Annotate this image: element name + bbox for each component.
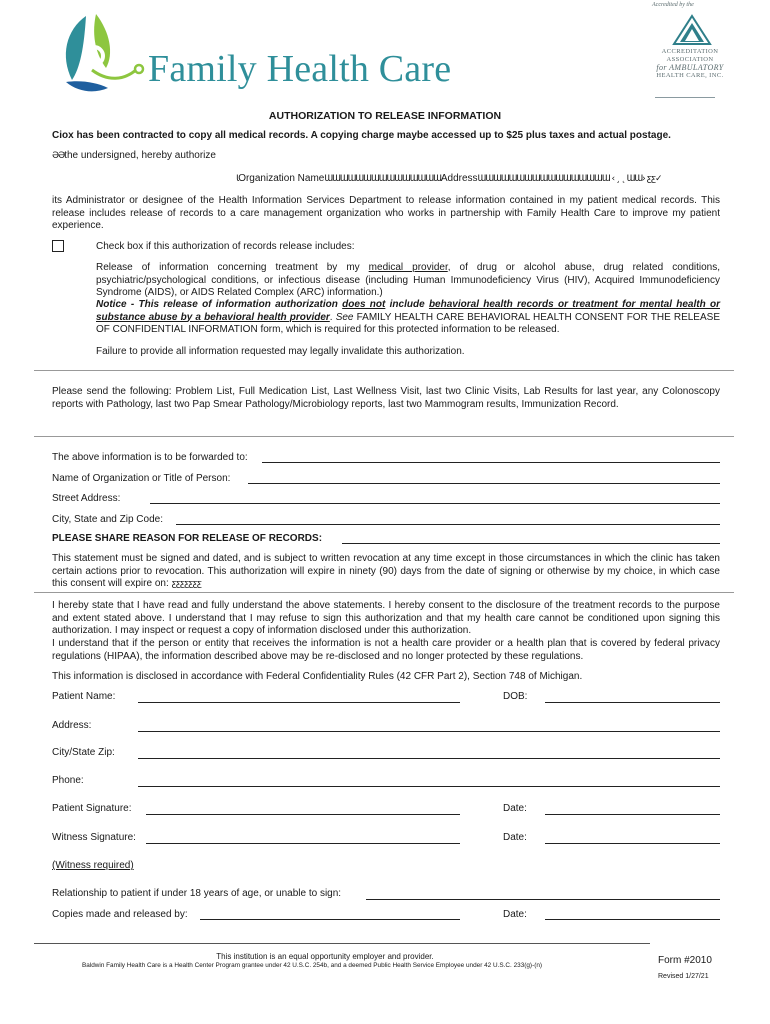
phone-field[interactable] [138, 786, 720, 787]
grantee-statement: Baldwin Family Health Care is a Health Center Program grantee under 42 U.S.C. 254b, and a deemed Public Health Service Employee under 42 U.S.C. 233(g)-(n) [82, 962, 543, 969]
patient-name-label: Patient Name: [52, 691, 116, 702]
release-reason-label: PLEASE SHARE REASON FOR RELEASE OF RECORDS: [52, 533, 323, 544]
equal-opportunity-statement: This institution is an equal opportunity employer and provider. [216, 952, 434, 961]
consent-paragraph-1: I hereby state that I have read and fully understand the above statements. I hereby consent to the disclosure of the treatment records to the purpose and extent stated above. I understand that I may refuse to sign this authorization and that my health care cannot be conditioned upon signing this authorization. I may inspect or request a copy of information disclosed under this authorization. [52, 600, 720, 636]
form-number: Form #2010 [658, 955, 712, 966]
street-address-field[interactable] [150, 503, 720, 504]
city-state-zip-field[interactable] [138, 758, 720, 759]
witness-required-note: (Witness required) [52, 860, 134, 871]
accreditor-name: ACCREDITATION ASSOCIATION for AMBULATORY HEALTH CARE, INC. [656, 48, 724, 79]
expiration-date-fill-in[interactable]: ƹƹƹƹƹƹƹ [171, 579, 201, 589]
witness-signature-field[interactable] [146, 843, 460, 844]
date-label: Date: [503, 803, 527, 814]
address-fill-in[interactable]: ƜƜƜƜƜƜƜƜƜƜƜƜƜƜƜƜƜ ‹ ¸ ˛ ƜƜ› ƹƹ✓ [477, 174, 662, 184]
org-name-fill-in[interactable]: ƜƜƜƜƜƜƜƜƜƜƜƜƜƜƜ [324, 174, 441, 184]
footer-divider [34, 943, 650, 944]
date-label: Date: [503, 909, 527, 920]
organization-line: ƖOrganization NameƜƜƜƜƜƜƜƜƜƜƜƜƜƜƜAddressƜƜƜƜƜƜƜƜƜƜƜƜƜƜƜƜƜ ‹ ¸ ˛ ƜƜ› ƹƹ✓ [236, 173, 662, 184]
records-request-paragraph: Please send the following: Problem List, Full Medication List, Last Wellness Visit, last two Clinic Visits, Lab Results for last year, any Colonoscopy reports with Pathology, last two Pap Smear Pathology/Microbiology reports, last two Mammogram results, Immunization Record. [52, 386, 720, 410]
release-includes-checkbox[interactable] [52, 240, 64, 252]
administrator-paragraph: its Administrator or designee of the Health Information Services Department to release information contained in my patient medical records. This release includes release of records to a care management organization who works in partnership with Family Health Care to improve my patient experience. [52, 195, 720, 231]
dob-label: DOB: [503, 691, 528, 702]
section-divider [34, 592, 734, 593]
copy-charge-notice: Ciox has been contracted to copy all medical records. A copying charge maybe accessed up to $25 plus taxes and actual postage. [52, 130, 671, 141]
date-label: Date: [503, 832, 527, 843]
witness-signature-label: Witness Signature: [52, 832, 136, 843]
revocation-statement: This statement must be signed and dated, and is subject to written revocation at any time except in those circumstances in which the clinic has taken certain actions prior to revocation. This authorization will expire in ninety (90) days from the date of signing or otherwise by my choice, in which case this consent will expire on: ƹƹƹƹƹƹƹ [52, 553, 720, 589]
failure-notice: Failure to provide all information requested may legally invalidate this authorization. [96, 346, 465, 357]
section-divider [34, 370, 734, 371]
city-state-zip-label: City/State Zip: [52, 747, 115, 758]
patient-signature-field[interactable] [146, 814, 460, 815]
header-divider [655, 97, 715, 98]
aaahc-logo [672, 14, 712, 46]
street-address-label: Street Address: [52, 493, 121, 504]
city-state-zip-field[interactable] [176, 524, 720, 525]
patient-name-field[interactable] [138, 702, 460, 703]
undersigned-line: ƏƏthe undersigned, hereby authorize [52, 150, 216, 161]
organization-name-field[interactable] [248, 483, 720, 484]
brand-name: Family Health Care [148, 48, 452, 90]
address-label: Address: [52, 720, 92, 731]
forwarded-to-label: The above information is to be forwarded to: [52, 452, 248, 463]
address-label: Address [440, 173, 478, 184]
revision-date: Revised 1/27/21 [658, 973, 709, 980]
phone-label: Phone: [52, 775, 84, 786]
patient-signature-date-field[interactable] [545, 814, 720, 815]
address-field[interactable] [138, 731, 720, 732]
accredited-by-text: Accredited by the [652, 2, 694, 8]
release-reason-field[interactable] [342, 543, 720, 544]
relationship-label: Relationship to patient if under 18 years of age, or unable to sign: [52, 888, 342, 899]
name-fill-in[interactable]: ƏƏ [52, 151, 65, 161]
section-divider [34, 436, 734, 437]
organization-name-label: Name of Organization or Title of Person: [52, 473, 231, 484]
checkbox-label: Check box if this authorization of records release includes: [96, 241, 355, 252]
release-conditions-text: Release of information concerning treatment by my medical provider, of drug or alcohol abuse, drug related conditions, psychiatric/psychological conditions, or infectious disease (including Human Immunodeficiency Virus (HIV), Acquired Immunodeficiency Syndrome (AIDS), or AIDS Related Complex (ARC) information.) [96, 262, 721, 298]
page-title: AUTHORIZATION TO RELEASE INFORMATION [268, 110, 502, 122]
relationship-field[interactable] [366, 899, 720, 900]
city-state-zip-label: City, State and Zip Code: [52, 514, 163, 525]
copies-released-date-field[interactable] [545, 919, 720, 920]
consent-paragraph-2: I understand that if the person or entity that receives the information is not a health care provider or a health plan that is covered by federal privacy regulations (HIPAA), the information described above may be re-disclosed and no longer protected by these regulations. [52, 638, 720, 662]
witness-signature-date-field[interactable] [545, 843, 720, 844]
family-health-care-logo [52, 8, 162, 98]
copies-released-label: Copies made and released by: [52, 909, 188, 920]
patient-signature-label: Patient Signature: [52, 803, 132, 814]
confidentiality-rules-text: This information is disclosed in accordance with Federal Confidentiality Rules (42 CFR Part 2), Section 748 of Michigan. [52, 671, 583, 682]
copies-released-field[interactable] [200, 919, 460, 920]
dob-field[interactable] [545, 702, 720, 703]
forwarded-to-field[interactable] [262, 462, 720, 463]
behavioral-health-notice: Notice - This release of information authorization does not include behavioral health records or treatment for mental health or substance abuse by a behavioral health provider. See FAMILY HEALTH CARE BEHAVIORAL HEALTH CONSENT FOR THE RELEASE OF CONFIDENTIAL INFORMATION form, which is required for this protected information to be released. [96, 299, 720, 335]
org-name-label: Organization Name [238, 173, 325, 184]
